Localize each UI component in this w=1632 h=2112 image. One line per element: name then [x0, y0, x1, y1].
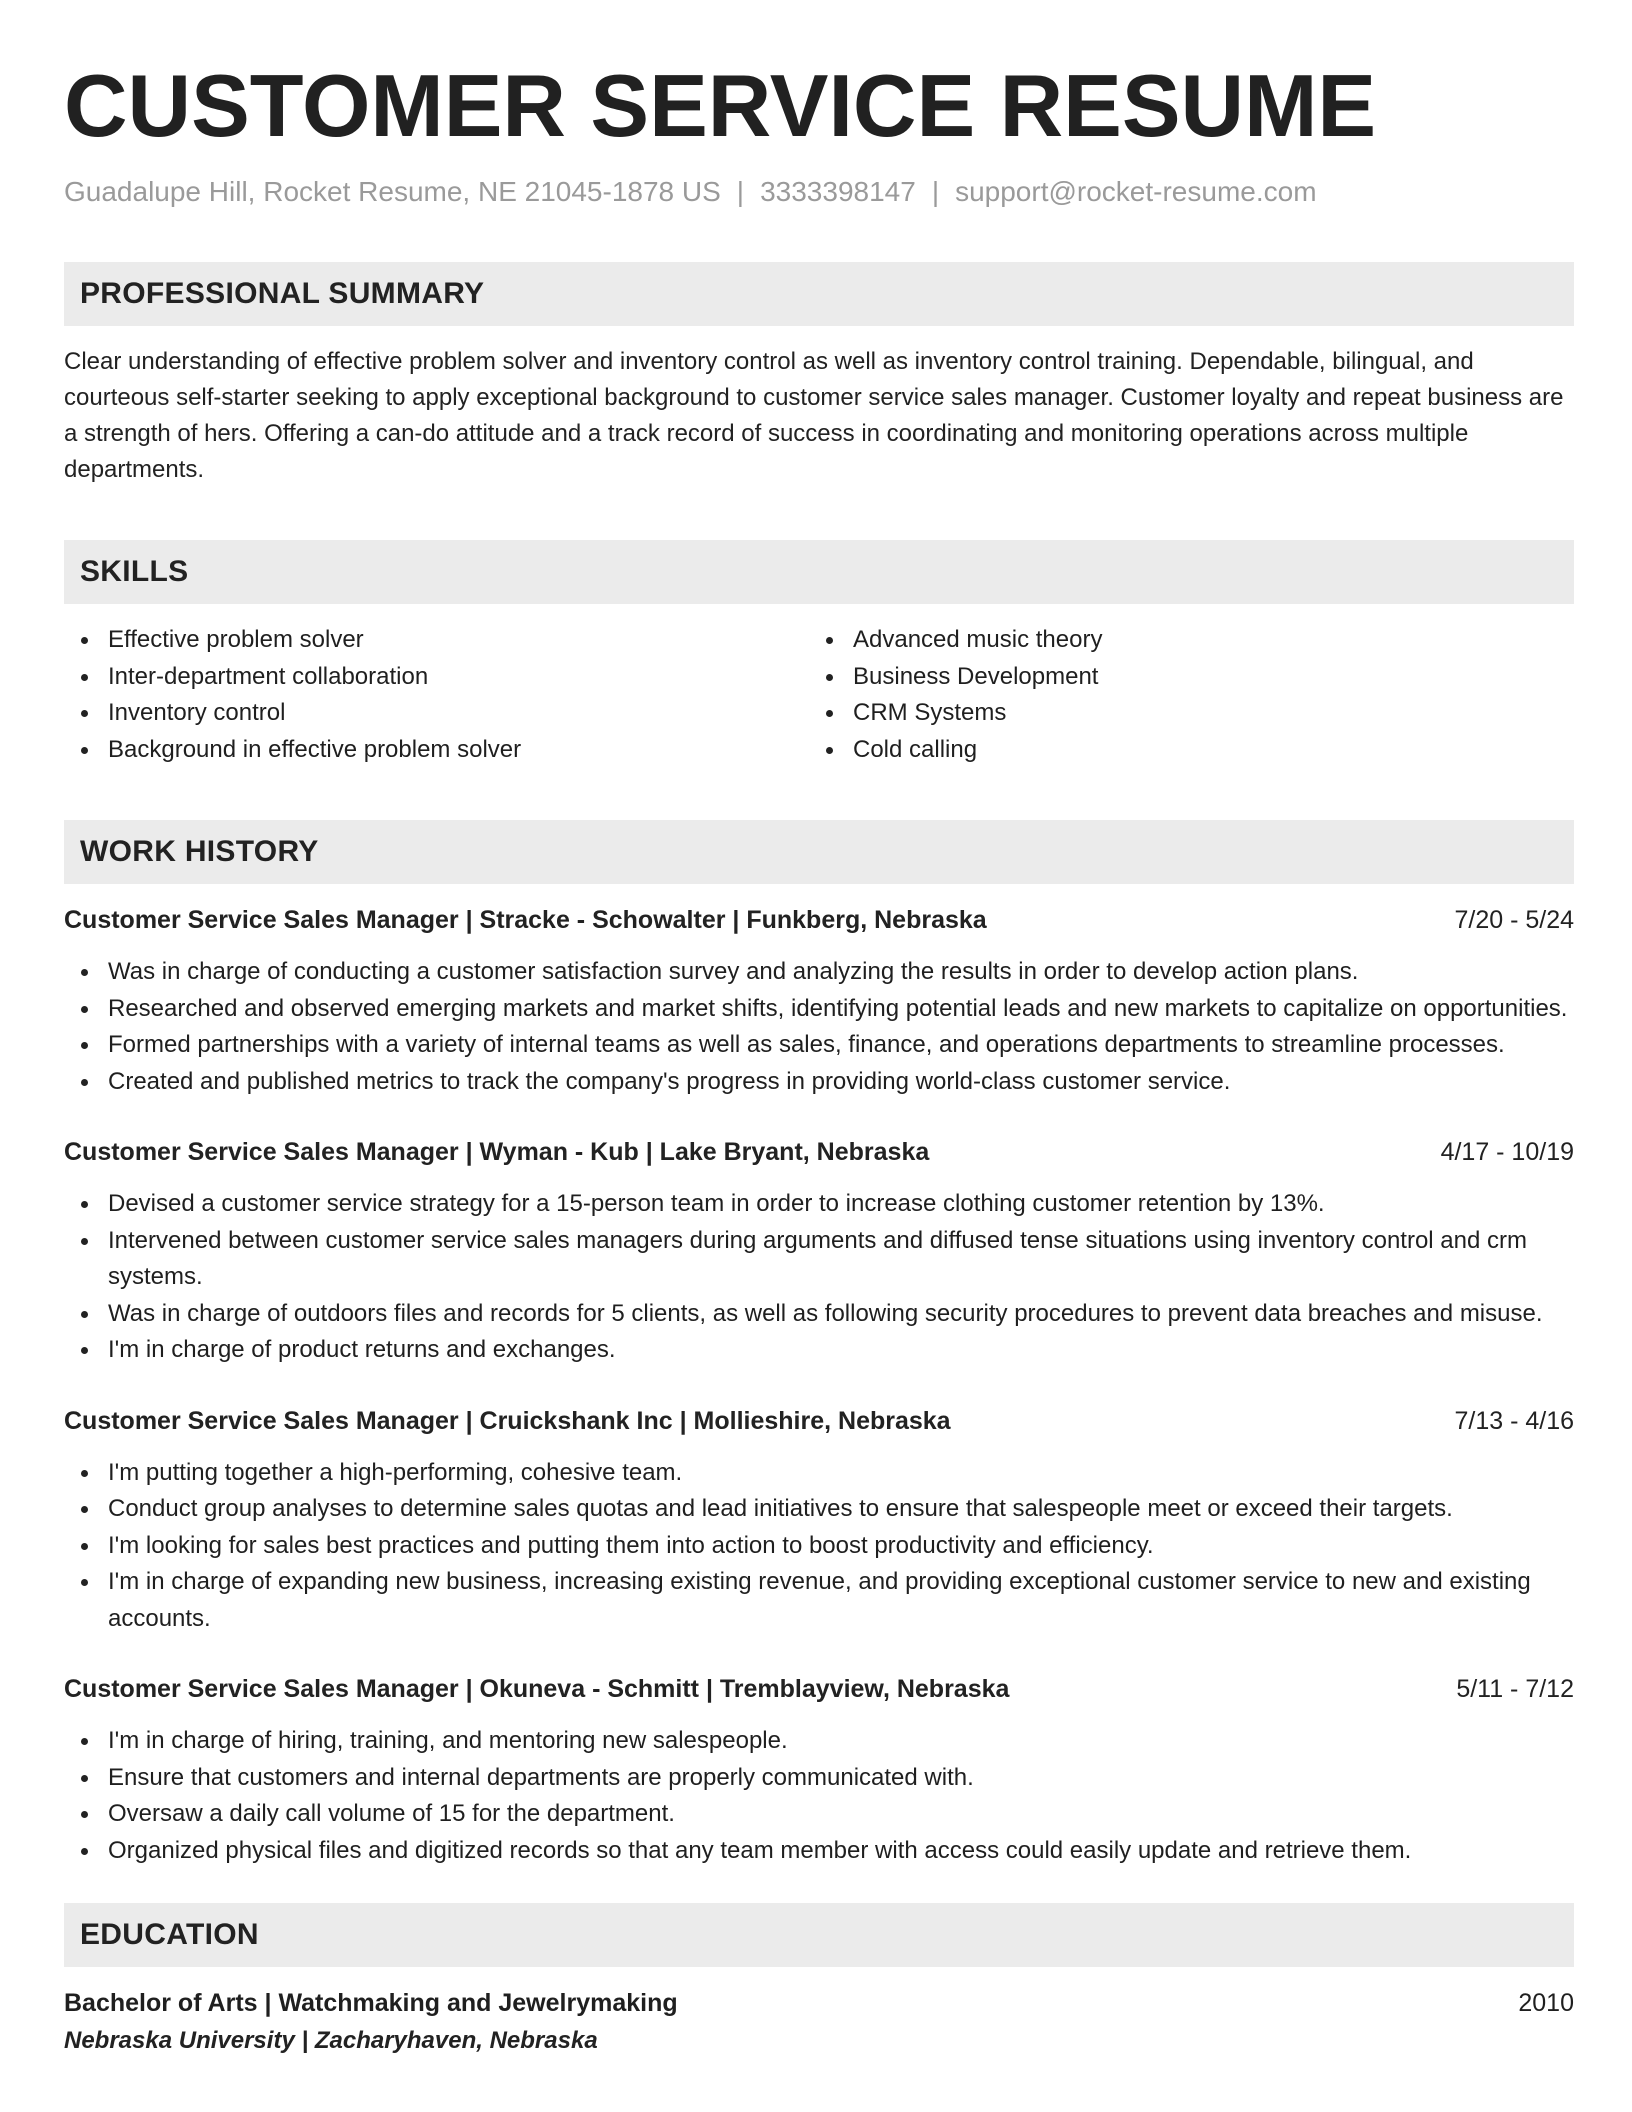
- job-date: 7/13 - 4/16: [1454, 1406, 1574, 1435]
- work-heading: WORK HISTORY: [80, 835, 319, 868]
- education-year: 2010: [1518, 1989, 1574, 2017]
- skill-item: CRM Systems: [853, 695, 1554, 732]
- education-header: [64, 1985, 1574, 2021]
- job-bullet: Created and published metrics to track the company's progress in providing world-class customer service.: [108, 1064, 1574, 1101]
- job-entry: [64, 902, 1574, 1100]
- job-title: Customer Service Sales Manager | Wyman - Kub | Lake Bryant, Nebraska: [64, 1138, 930, 1166]
- skill-item: Business Development: [853, 659, 1554, 696]
- job-header: [64, 1134, 1574, 1170]
- job-bullet: Ensure that customers and internal departments are properly communicated with.: [108, 1760, 1574, 1797]
- job-date: 4/17 - 10/19: [1440, 1138, 1574, 1166]
- education-section-header: [64, 1903, 1574, 1967]
- job-title: Customer Service Sales Manager | Okuneva - Schmitt | Tremblayview, Nebraska: [64, 1675, 1010, 1703]
- job-bullet: Formed partnerships with a variety of internal teams as well as sales, finance, and operations departments to streamline processes.: [108, 1027, 1574, 1064]
- contact-address: Guadalupe Hill, Rocket Resume, NE 21045-1878 US: [64, 176, 721, 207]
- job-entry: [64, 1134, 1574, 1369]
- job-header: [64, 1403, 1574, 1439]
- skills-heading: SKILLS: [80, 555, 189, 588]
- skill-item: Advanced music theory: [853, 622, 1554, 659]
- skill-item: Background in effective problem solver: [108, 732, 809, 769]
- summary-section-header: [64, 262, 1574, 326]
- skills-columns: [64, 622, 1574, 768]
- summary-text: Clear understanding of effective problem solver and inventory control as well as inventory control training. Dependable, bilingual, and courteous self-starter seeking to apply exceptional background to customer service sales manager. Customer loyalty and repeat business are a strength of hers. Offering a can-do attitude and a track record of success in coordinating and monitoring operations across multiple departments.: [64, 348, 1564, 483]
- contact-line: [64, 174, 1574, 210]
- skill-item: Effective problem solver: [108, 622, 809, 659]
- job-bullet: Intervened between customer service sales managers during arguments and diffused tense situations using inventory control and crm systems.: [108, 1223, 1574, 1296]
- contact-email[interactable]: support@rocket-resume.com: [955, 176, 1317, 207]
- resume-content: [64, 56, 1574, 2061]
- education-degree: Bachelor of Arts | Watchmaking and Jewelrymaking: [64, 1989, 678, 2017]
- skill-item: Cold calling: [853, 732, 1554, 769]
- job-bullets: [64, 1186, 1574, 1369]
- contact-phone: 3333398147: [760, 176, 916, 207]
- job-header: [64, 1671, 1574, 1707]
- skills-list-right: [809, 622, 1554, 768]
- job-bullets: [64, 1723, 1574, 1869]
- skills-list-left: [64, 622, 809, 768]
- job-bullet: I'm in charge of product returns and exchanges.: [108, 1332, 1574, 1369]
- job-date: 7/20 - 5/24: [1454, 906, 1574, 934]
- job-date: 5/11 - 7/12: [1456, 1675, 1574, 1703]
- job-bullet: Conduct group analyses to determine sales quotas and lead initiatives to ensure that salespeople meet or exceed their targets.: [108, 1491, 1574, 1528]
- job-bullet: Oversaw a daily call volume of 15 for the department.: [108, 1796, 1574, 1833]
- job-bullet: Devised a customer service strategy for a 15-person team in order to increase clothing customer retention by 13%.: [108, 1186, 1574, 1223]
- job-header: [64, 902, 1574, 938]
- job-bullet: Was in charge of outdoors files and records for 5 clients, as well as following security procedures to prevent data breaches and misuse.: [108, 1296, 1574, 1333]
- job-bullet: Researched and observed emerging markets and market shifts, identifying potential leads and new markets to capitalize on opportunities.: [108, 991, 1574, 1028]
- job-entry: [64, 1403, 1574, 1638]
- job-bullets: [64, 954, 1574, 1100]
- skill-item: Inventory control: [108, 695, 809, 732]
- education-entry: [64, 1985, 1574, 2061]
- contact-separator: |: [736, 176, 745, 207]
- job-title: Customer Service Sales Manager | Stracke - Schowalter | Funkberg, Nebraska: [64, 906, 987, 934]
- job-bullet: Organized physical files and digitized records so that any team member with access could easily update and retrieve them.: [108, 1833, 1574, 1870]
- job-bullet: I'm looking for sales best practices and putting them into action to boost productivity and efficiency.: [108, 1528, 1574, 1565]
- job-bullet: I'm putting together a high-performing, cohesive team.: [108, 1455, 1574, 1492]
- job-bullet: I'm in charge of hiring, training, and mentoring new salespeople.: [108, 1723, 1574, 1760]
- job-entry: [64, 1671, 1574, 1869]
- job-bullet: I'm in charge of expanding new business, increasing existing revenue, and providing exceptional customer service to new and existing accounts.: [108, 1564, 1574, 1637]
- education-school: Nebraska University | Zacharyhaven, Nebraska: [64, 2027, 598, 2054]
- job-bullets: [64, 1455, 1574, 1638]
- summary-heading: PROFESSIONAL SUMMARY: [80, 277, 485, 310]
- education-heading: EDUCATION: [80, 1918, 259, 1951]
- job-bullet: Was in charge of conducting a customer satisfaction survey and analyzing the results in order to develop action plans.: [108, 954, 1574, 991]
- resume-title: CUSTOMER SERVICE RESUME: [64, 56, 1377, 155]
- skill-item: Inter-department collaboration: [108, 659, 809, 696]
- job-title: Customer Service Sales Manager | Cruickshank Inc | Mollieshire, Nebraska: [64, 1406, 951, 1435]
- contact-separator: |: [931, 176, 940, 207]
- skills-section-header: [64, 540, 1574, 604]
- work-section-header: [64, 820, 1574, 884]
